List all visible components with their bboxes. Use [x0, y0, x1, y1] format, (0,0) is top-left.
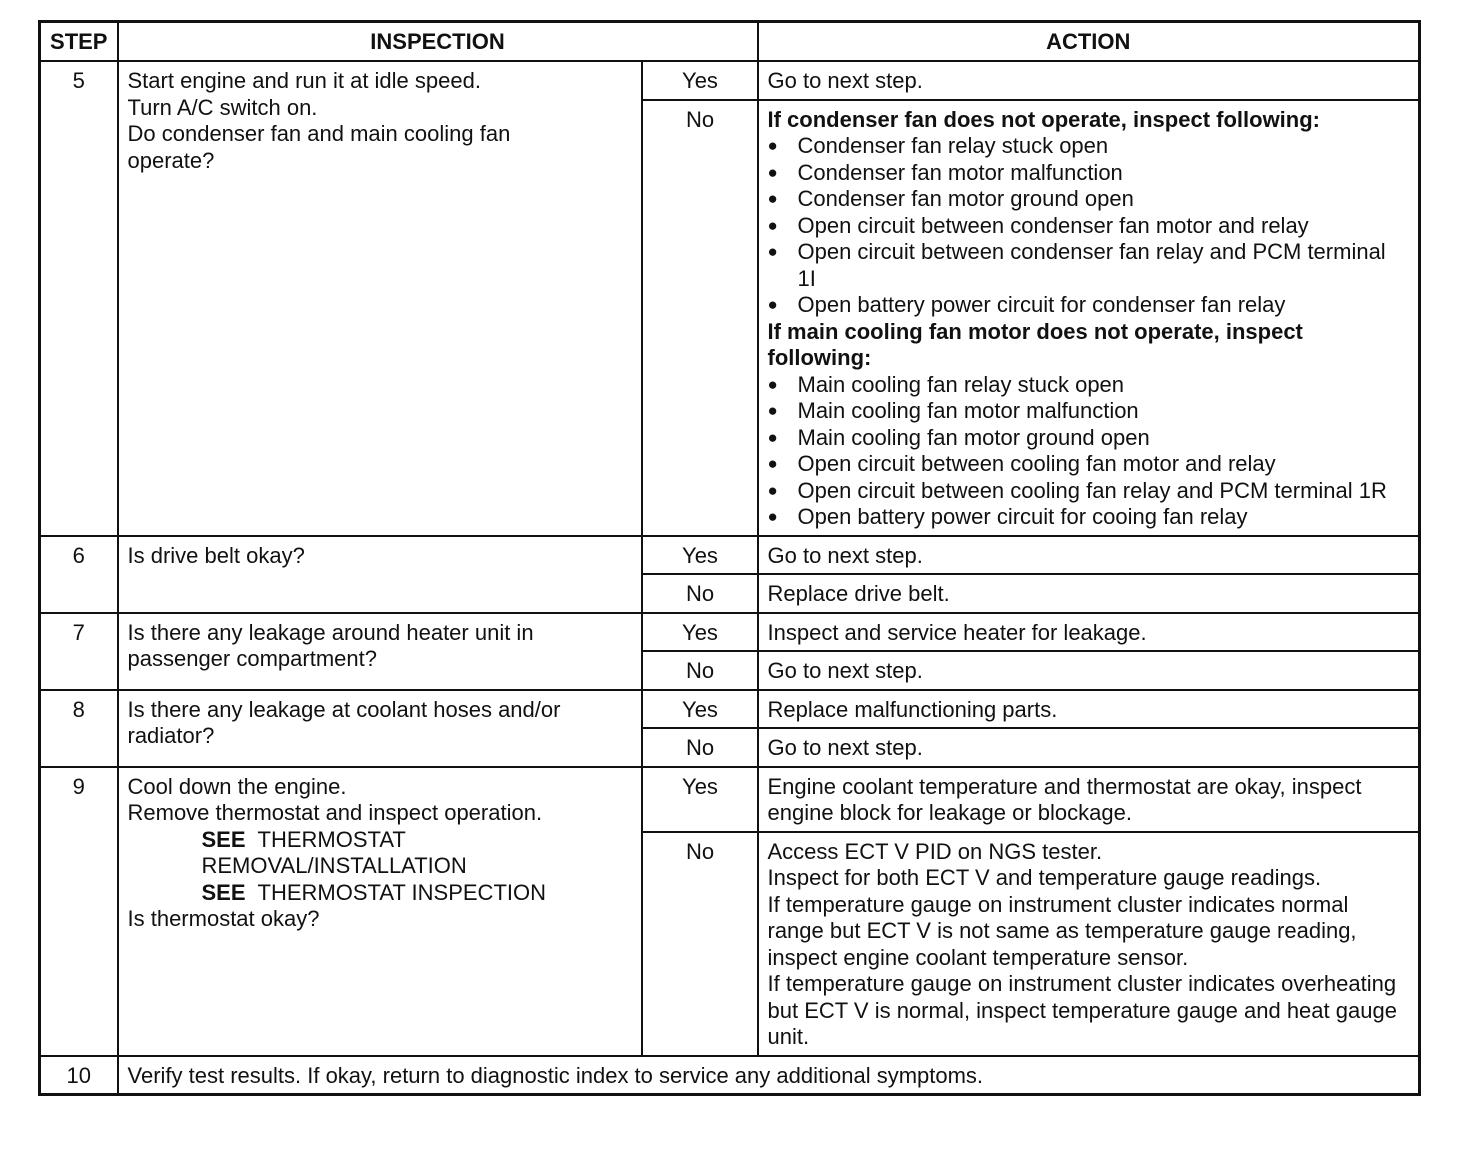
- inspection-cell: Is drive belt okay?: [118, 536, 642, 613]
- inspection-line: Do condenser fan and main cooling fan: [127, 121, 511, 146]
- action-line: Inspect for both ECT V and temperature gauge readings.: [767, 865, 1322, 890]
- yes-action: Inspect and service heater for leakage.: [758, 613, 1420, 652]
- list-item: ● Open circuit between cooling fan relay and PCM terminal 1R: [768, 478, 1411, 505]
- table-row: [40, 767, 1420, 832]
- list-item: ● Main cooling fan motor ground open: [768, 425, 1411, 452]
- inspection-line: Is thermostat okay?: [127, 906, 320, 931]
- yes-action: Engine coolant temperature and thermostat are okay, inspect engine block for leakage or blockage.: [758, 767, 1420, 832]
- step-number: 8: [40, 690, 118, 767]
- header-row: [40, 22, 1420, 62]
- diagnostic-table: [38, 20, 1421, 1096]
- inspection-cell: [118, 767, 642, 1056]
- header-action: ACTION: [758, 22, 1420, 62]
- no-label: No: [642, 728, 758, 767]
- table-row: [40, 690, 1420, 729]
- yes-label: Yes: [642, 613, 758, 652]
- see-reference: [128, 880, 633, 907]
- yes-label: Yes: [642, 536, 758, 575]
- action-line: Access ECT V PID on NGS tester.: [767, 838, 1103, 864]
- table-row: [40, 613, 1420, 652]
- no-label: No: [642, 100, 758, 536]
- inspection-cell: Is there any leakage at coolant hoses and/or radiator?: [118, 690, 642, 767]
- list-item: ● Open circuit between condenser fan relay and PCM terminal 1I: [768, 239, 1411, 292]
- yes-action: Go to next step.: [758, 61, 1420, 100]
- yes-label: Yes: [642, 767, 758, 832]
- yes-label: Yes: [642, 61, 758, 100]
- step-number: 5: [40, 61, 118, 536]
- no-action: Replace drive belt.: [758, 574, 1420, 613]
- header-inspection: INSPECTION: [118, 22, 758, 62]
- yes-label: Yes: [642, 690, 758, 729]
- action-line: If temperature gauge on instrument cluster indicates normal range but ECT V is not same as temperature gauge reading, inspect engine coolant temperature sensor.: [767, 891, 1363, 970]
- no-label: No: [642, 832, 758, 1056]
- inspection-cell: [118, 61, 642, 536]
- no-action: [758, 832, 1420, 1056]
- header-step: STEP: [40, 22, 118, 62]
- step-number: 7: [40, 613, 118, 690]
- inspection-cell: Is there any leakage around heater unit in passenger compartment?: [118, 613, 642, 690]
- no-action: [758, 100, 1420, 536]
- inspection-line: Remove thermostat and inspect operation.: [127, 800, 543, 825]
- see-target: THERMOSTAT INSPECTION: [257, 879, 546, 905]
- action-heading: If condenser fan does not operate, inspect following:: [767, 106, 1320, 132]
- list-item: ● Main cooling fan relay stuck open: [768, 372, 1411, 399]
- list-item: ● Condenser fan motor ground open: [768, 186, 1411, 213]
- see-target: THERMOSTAT REMOVAL/INSTALLATION: [201, 826, 467, 878]
- action-line: If temperature gauge on instrument cluster indicates overheating but ECT V is normal, inspect temperature gauge and heat gauge unit.: [767, 971, 1404, 1049]
- inspection-line: Start engine and run it at idle speed.: [127, 68, 481, 93]
- step-number: 9: [40, 767, 118, 1056]
- step-number: 6: [40, 536, 118, 613]
- no-label: No: [642, 574, 758, 613]
- no-label: No: [642, 651, 758, 690]
- yes-action: Go to next step.: [758, 536, 1420, 575]
- step-number: 10: [40, 1056, 118, 1095]
- list-item: ● Open battery power circuit for condenser fan relay: [768, 292, 1411, 319]
- see-keyword: SEE: [201, 826, 246, 852]
- see-reference: [128, 827, 633, 880]
- inspection-line: Turn A/C switch on.: [127, 94, 318, 120]
- no-action: Go to next step.: [758, 728, 1420, 767]
- final-instruction: Verify test results. If okay, return to diagnostic index to service any additional symptoms.: [118, 1056, 1420, 1095]
- list-item: ● Open circuit between condenser fan motor and relay: [768, 213, 1411, 240]
- table-row: [40, 1056, 1420, 1095]
- list-item: ● Open battery power circuit for cooing fan relay: [768, 504, 1411, 531]
- list-item: ● Condenser fan relay stuck open: [768, 133, 1411, 160]
- table-row: [40, 61, 1420, 100]
- list-item: ● Condenser fan motor malfunction: [768, 160, 1411, 187]
- inspection-line: operate?: [127, 147, 215, 173]
- see-keyword: SEE: [201, 879, 246, 905]
- yes-action: Replace malfunctioning parts.: [758, 690, 1420, 729]
- list-item: ● Open circuit between cooling fan motor and relay: [768, 451, 1411, 478]
- no-action: Go to next step.: [758, 651, 1420, 690]
- table-row: [40, 536, 1420, 575]
- action-heading: If main cooling fan motor does not operate, inspect following:: [767, 318, 1310, 370]
- inspection-line: Cool down the engine.: [127, 773, 347, 799]
- list-item: ● Main cooling fan motor malfunction: [768, 398, 1411, 425]
